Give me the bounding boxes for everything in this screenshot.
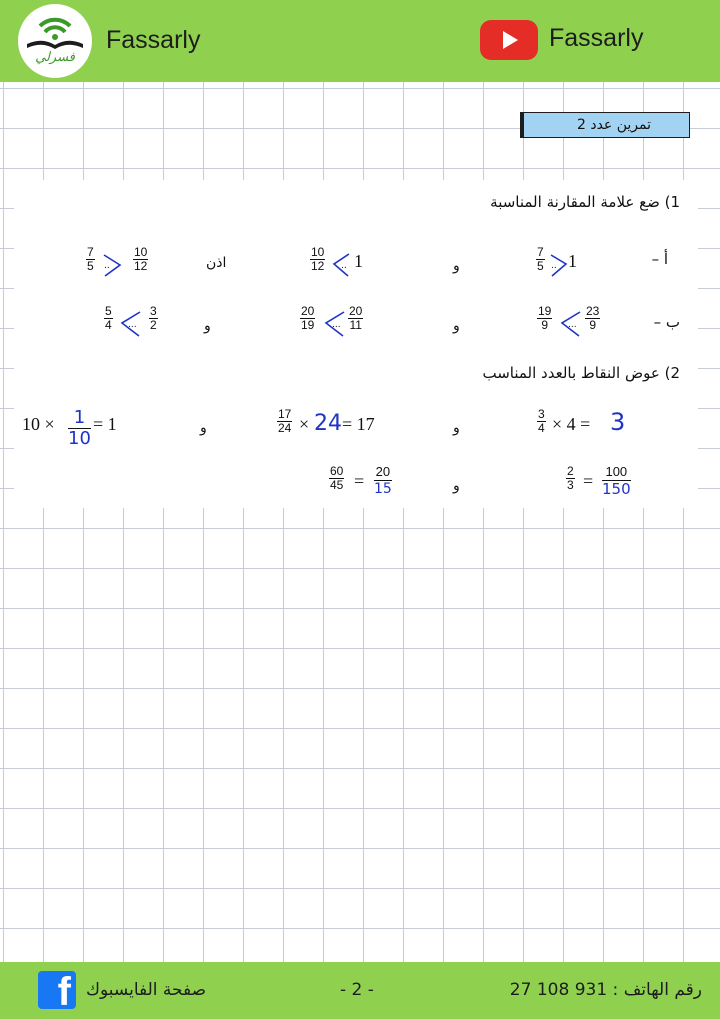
facebook-icon[interactable]: f xyxy=(38,971,76,1009)
q2-eq2-answer: 24 xyxy=(314,411,342,436)
row-b-item2-fraction-right: $\frac{20}{19}$ xyxy=(301,304,315,332)
q2-eq2-fraction: $\frac{17}{24}$ xyxy=(278,407,292,435)
phone-number: رقم الهاتف : 931 108 27 xyxy=(509,980,702,1000)
svg-text:..: .. xyxy=(551,261,557,271)
brand-name-left: Fassarly xyxy=(106,26,201,54)
row-b-item1-fraction-right: $\frac{19}{9}$ xyxy=(538,304,552,332)
q2-eq5-equals: = xyxy=(354,471,365,491)
row-b-and-2: و xyxy=(204,318,211,334)
page-number: - 2 - xyxy=(340,980,374,1000)
row-a-item3-comparison-mark xyxy=(101,252,123,282)
row-b-item3-fraction-right: $\frac{5}{4}$ xyxy=(105,304,112,332)
q2-eq5-answer-fraction: $\frac{20}{15}$ xyxy=(374,464,392,497)
row-a-item3-fraction-right: $\frac{7}{5}$ xyxy=(87,245,94,273)
q2-eq5-fraction: $\frac{60}{45}$ xyxy=(330,464,344,492)
facebook-page-label[interactable]: صفحة الفايسبوك xyxy=(86,980,207,1000)
svg-text:...: ... xyxy=(332,320,341,330)
header-band xyxy=(0,0,720,82)
svg-text:...: ... xyxy=(128,320,137,330)
q2-eq2-rhs: = 17 xyxy=(342,414,375,434)
svg-text:..: .. xyxy=(341,261,347,271)
row-a-item2-fraction: $\frac{10}{12}$ xyxy=(311,245,325,273)
row-a-and-1: و xyxy=(453,258,460,274)
q2-eq1-answer: 3 xyxy=(610,408,626,436)
row-b-label: ب – xyxy=(653,313,680,331)
question-2-prompt: 2) عوض النقاط بالعدد المناسب xyxy=(482,364,680,382)
q2-eq4-equals: = xyxy=(583,471,594,491)
row-a-item2-comparison-mark xyxy=(331,252,353,282)
svg-text:..: .. xyxy=(104,261,110,271)
row-b-item2-fraction-left: $\frac{20}{11}$ xyxy=(349,304,363,332)
row-b-item1-fraction-left: $\frac{23}{9}$ xyxy=(586,304,600,332)
row-b-item2-comparison-mark xyxy=(323,310,347,342)
row-a-item1-comparison-mark xyxy=(549,252,569,282)
book-wifi-logo-icon xyxy=(18,4,92,78)
row-b-item1-comparison-mark xyxy=(559,310,583,342)
row-a-therefore: اذن xyxy=(206,255,227,271)
exercise-panel xyxy=(14,180,698,508)
q2-eq1-operator: × 4 = xyxy=(552,414,591,434)
row-b-item3-comparison-mark xyxy=(119,310,143,342)
row-a-item1-fraction: $\frac{7}{5}$ xyxy=(537,245,544,273)
q2-eq3-lhs: 10 × xyxy=(22,414,55,434)
brand-name-right: Fassarly xyxy=(549,24,644,52)
q2-eq3-rhs: = 1 xyxy=(93,414,117,434)
row-b-and-1: و xyxy=(453,318,460,334)
q2-and-1: و xyxy=(453,420,460,436)
row-a-item2-lhs: 1 xyxy=(354,251,363,271)
row-a-label: أ – xyxy=(651,250,668,268)
row-a-item1-rhs: 1 xyxy=(568,251,577,271)
q2-eq1-fraction: $\frac{3}{4}$ xyxy=(538,407,545,435)
footer-band xyxy=(0,962,720,1019)
row-b-item3-fraction-left: $\frac{3}{2}$ xyxy=(150,304,157,332)
q2-eq3-answer-fraction: $\frac{1}{10}$ xyxy=(68,407,91,449)
q2-eq2-operator: × xyxy=(299,414,310,434)
q2-and-2: و xyxy=(200,420,207,436)
youtube-icon[interactable] xyxy=(480,20,538,60)
question-1-prompt: 1) ضع علامة المقارنة المناسبة xyxy=(490,193,680,211)
row-a-item3-fraction-left: $\frac{10}{12}$ xyxy=(134,245,148,273)
q2-and-3: و xyxy=(453,478,460,494)
exercise-title: تمرين عدد 2 xyxy=(520,112,690,138)
svg-text:...: ... xyxy=(568,320,577,330)
q2-eq4-answer-fraction: $\frac{100}{150}$ xyxy=(602,464,631,498)
logo-text: فسرلي xyxy=(35,50,75,65)
q2-eq4-fraction: $\frac{2}{3}$ xyxy=(567,464,574,492)
